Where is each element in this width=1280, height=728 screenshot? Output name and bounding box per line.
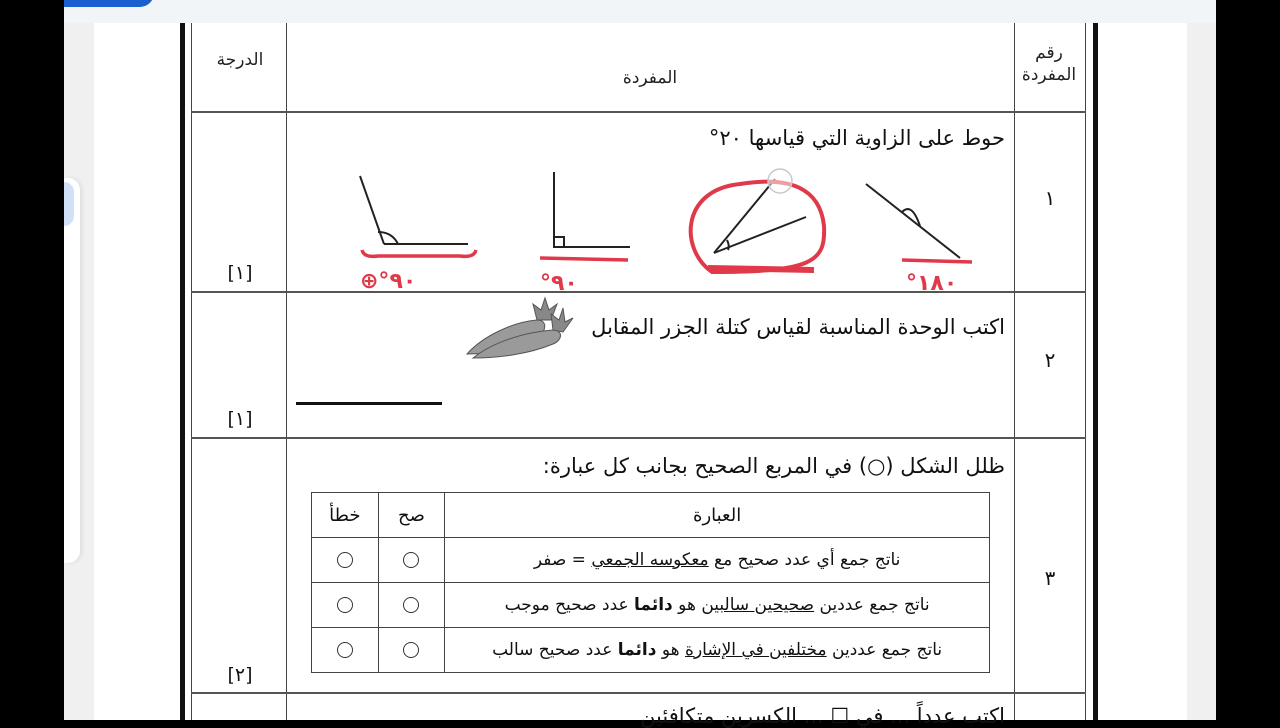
circle-option-icon[interactable]: [403, 552, 419, 568]
tf-header-false: خطأ: [312, 493, 379, 538]
header-item: المفردة: [622, 68, 678, 88]
question-2-text: اكتب الوحدة المناسبة لقياس كتلة الجزر المقابل: [591, 315, 1005, 339]
tf-header-true: صح: [378, 493, 445, 538]
circle-option-icon[interactable]: [337, 597, 353, 613]
tf-true-option-3[interactable]: [378, 628, 445, 673]
tf-false-option-2[interactable]: [312, 583, 379, 628]
touch-indicator-icon: [768, 169, 792, 193]
tf-true-option-1[interactable]: [378, 538, 445, 583]
red-underline-marks: [362, 250, 972, 262]
circle-option-icon[interactable]: [337, 642, 353, 658]
header-item-number: رقم المفردة: [1021, 43, 1077, 85]
straight-angle-icon: [866, 184, 960, 258]
table-row: [312, 628, 990, 673]
score-1: [١]: [227, 262, 253, 284]
tf-false-option-3[interactable]: [312, 628, 379, 673]
item-number-1: ١: [1044, 186, 1056, 210]
item-number-2: ٢: [1044, 348, 1056, 372]
table-row: [312, 583, 990, 628]
red-annotation-labels: [360, 269, 957, 296]
score-2: [١]: [227, 408, 253, 430]
tf-true-option-2[interactable]: [378, 583, 445, 628]
annotation-label-1: ⊕°٩٠: [360, 269, 417, 294]
carrots-image: [463, 296, 573, 362]
circle-option-icon[interactable]: [403, 597, 419, 613]
answer-line-input[interactable]: [296, 402, 442, 405]
question-4-text-partial: اكتب عدداً ... في ☐ ... الكسرين متكافئين: [640, 704, 1005, 728]
question-3-text: ظلل الشكل (○) في المربع الصحيح بجانب كل عبارة:: [542, 454, 1005, 478]
right-angle-icon: [554, 172, 630, 247]
tf-statement-2: ناتج جمع عددين صحيحين سالبين هو دائما عدد صحيح موجب: [445, 583, 990, 628]
obtuse-angle-icon: [360, 176, 468, 244]
tf-header-statement: العبارة: [445, 493, 990, 538]
score-3: [٢]: [227, 664, 253, 686]
question-1-text: حوط على الزاوية التي قياسها ٢٠°: [708, 126, 1005, 150]
true-false-table: [311, 492, 990, 673]
tf-header-row: [312, 493, 990, 538]
tf-statement-1: ناتج جمع أي عدد صحيح مع معكوسه الجمعي = صفر: [445, 538, 990, 583]
red-answer-circle: [691, 182, 824, 272]
annotation-label-2: °٩٠: [540, 271, 578, 296]
header-score: الدرجة: [216, 50, 264, 70]
table-row: [312, 538, 990, 583]
circle-option-icon[interactable]: [403, 642, 419, 658]
item-number-3: ٣: [1044, 566, 1056, 590]
tf-statement-3: ناتج جمع عددين مختلفين في الإشارة هو دائما عدد صحيح سالب: [445, 628, 990, 673]
tf-false-option-1[interactable]: [312, 538, 379, 583]
acute-angle-icon: [714, 179, 806, 253]
circle-option-icon[interactable]: [337, 552, 353, 568]
annotation-label-3: °١٨٠: [906, 271, 958, 296]
